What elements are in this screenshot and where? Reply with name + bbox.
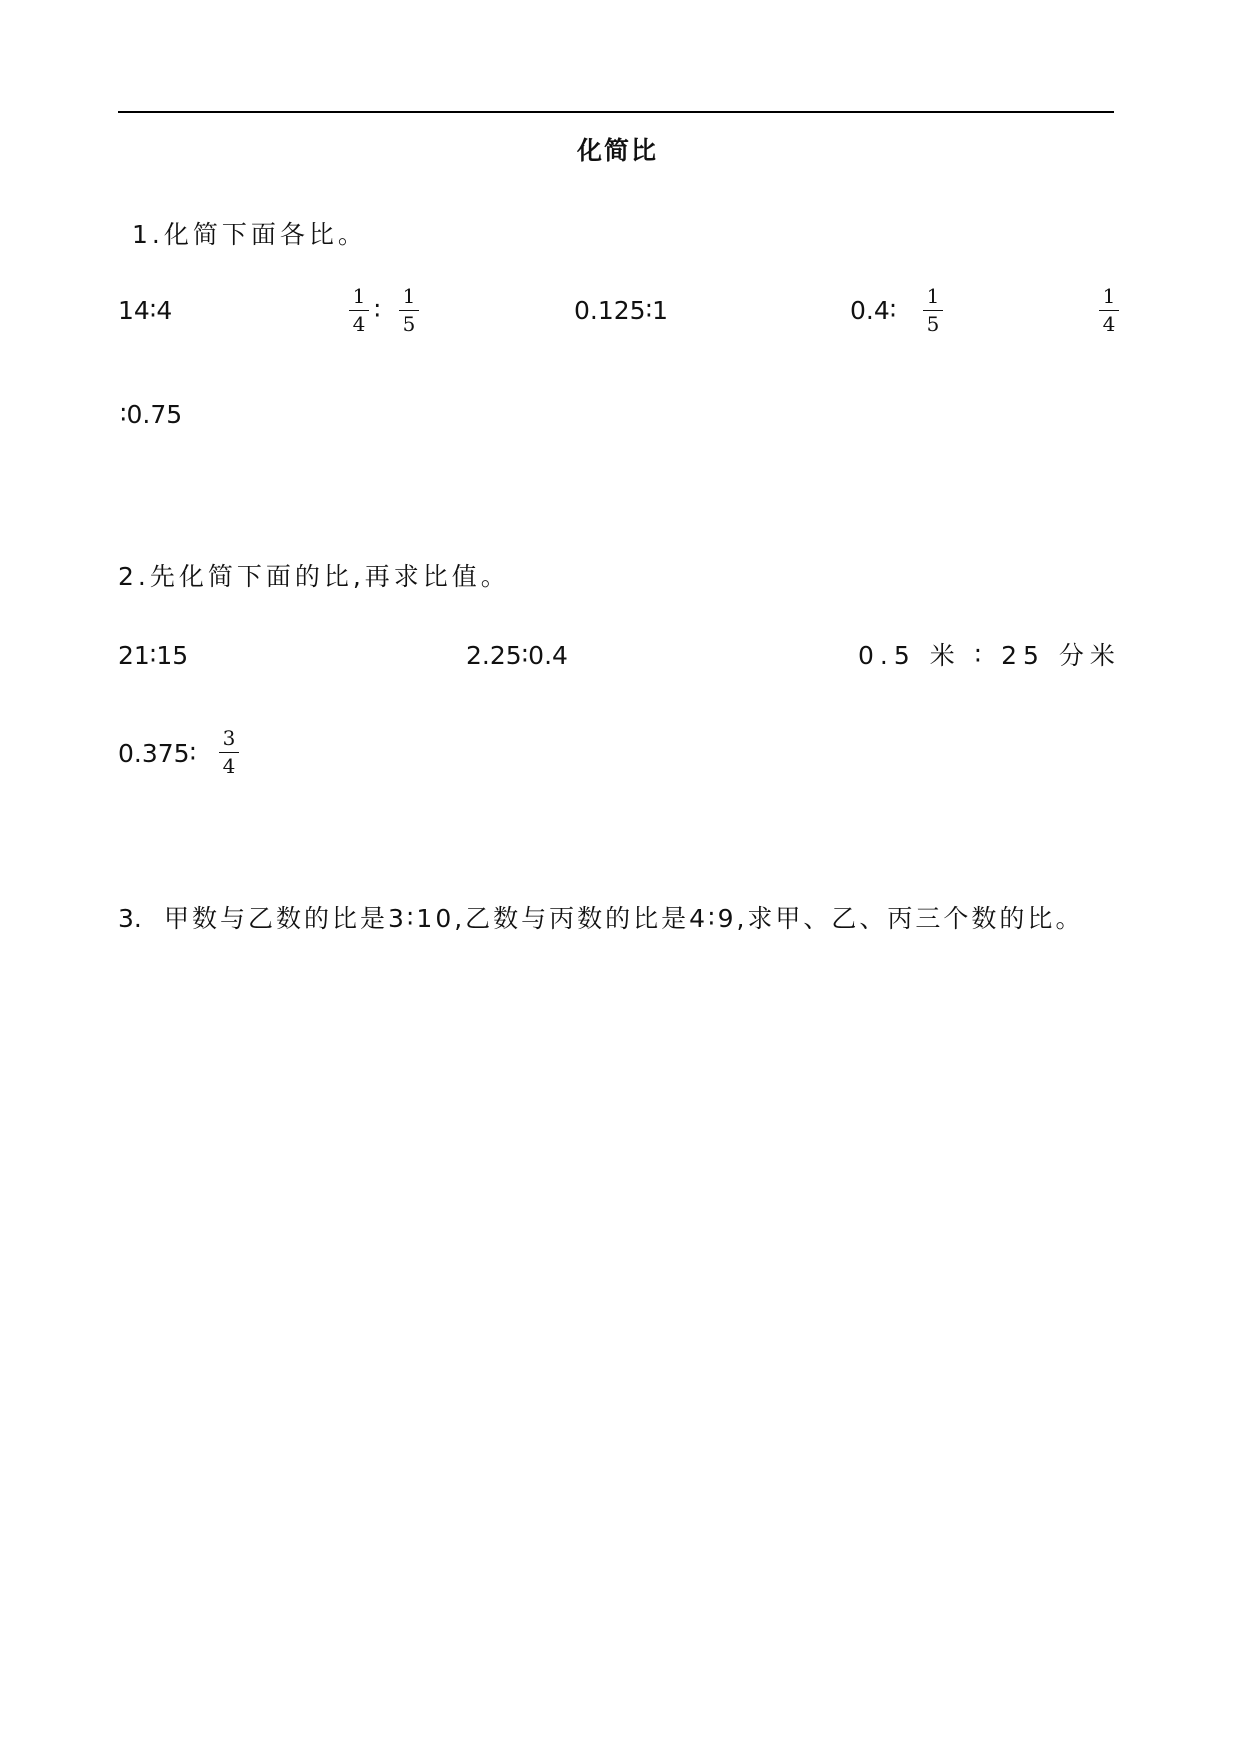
q1-prompt: 1.化简下面各比。	[132, 220, 367, 249]
numerator: 1	[926, 284, 940, 308]
q1-item-b-colon: ∶	[374, 296, 381, 325]
q1-item-c: 0.125∶1	[574, 296, 668, 325]
denominator: 4	[352, 312, 366, 336]
q2-item-c: 0.5 米 ∶ 25 分米	[858, 641, 1121, 670]
q1-item-d-lead: 0.4∶	[850, 296, 897, 325]
q1-item-b-fraction-2	[398, 286, 420, 336]
denominator: 5	[926, 312, 940, 336]
numerator: 1	[402, 284, 416, 308]
fraction-bar	[219, 752, 239, 753]
fraction-bar	[1099, 310, 1119, 311]
q2-item-d-fraction	[218, 728, 240, 778]
numerator: 1	[352, 284, 366, 308]
q1-item-e-fraction	[1098, 286, 1120, 336]
denominator: 5	[402, 312, 416, 336]
q1-item-a: 14∶4	[118, 296, 173, 325]
q1-item-b-fraction-1	[348, 286, 370, 336]
q1-item-e-tail: ∶0.75	[120, 400, 183, 429]
q2-item-d-lead: 0.375∶	[118, 739, 197, 768]
fraction-bar	[399, 310, 419, 311]
q1-item-d-fraction	[922, 286, 944, 336]
q2-item-a: 21∶15	[118, 641, 189, 670]
page-title: 化简比	[577, 136, 659, 165]
numerator: 1	[1102, 284, 1116, 308]
denominator: 4	[222, 754, 236, 778]
q3-text: 甲数与乙数的比是3∶10,乙数与丙数的比是4∶9,求甲、乙、丙三个数的比。	[164, 904, 1084, 933]
header-rule	[118, 111, 1114, 113]
numerator: 3	[222, 726, 236, 750]
q2-item-b: 2.25∶0.4	[466, 641, 568, 670]
q3-number: 3.	[118, 904, 142, 933]
fraction-bar	[923, 310, 943, 311]
q2-prompt: 2.先化简下面的比,再求比值。	[118, 562, 510, 591]
denominator: 4	[1102, 312, 1116, 336]
fraction-bar	[349, 310, 369, 311]
